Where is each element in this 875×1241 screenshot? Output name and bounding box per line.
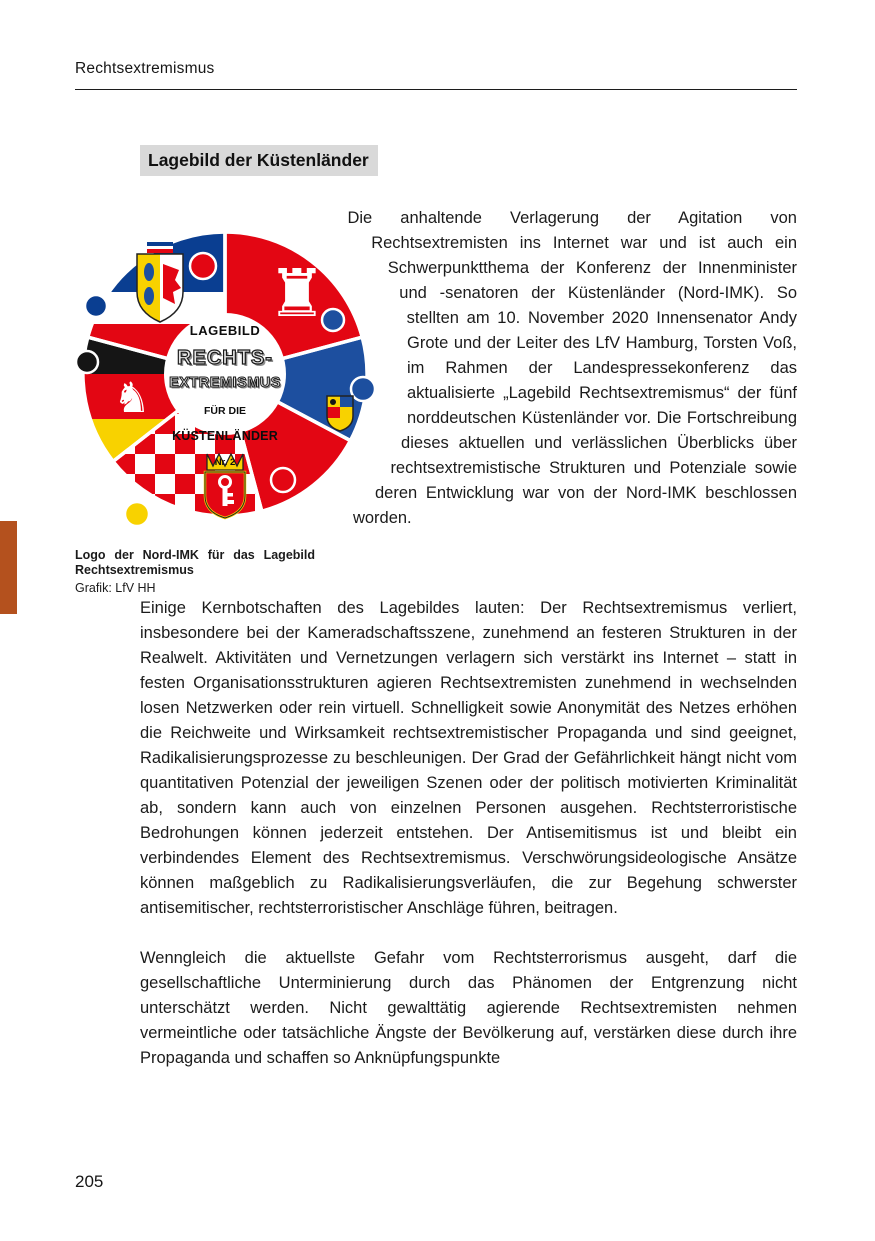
paragraph-lead-text: Die anhaltende Verlagerung der Agitation von Rechtsextremisten ins Internet war und ist auch ein Schwerpunktthema der Konferenz der Innenminister und -senatoren der Küstenländer (Nord-IMK). So stellten am 10. November 2020 Innensenator Andy Grote und der Leiter des LfV Hamburg, Torsten Voß, im Rahmen der Landespressekonferenz das aktualisierte „Lagebild Rechtsextremismus“ der fünf norddeutschen Küstenländer vor. Die Fortschreibung dieses aktuellen und verlässlichen Überblicks über rechtsextremistische Strukturen und Potenziale sowie deren Entwicklung war von der Nord-IMK beschlossen worden. [347, 209, 797, 527]
logo-subtitle-line2: KÜSTENLÄNDER [172, 429, 278, 443]
logo-caption-title: Logo der Nord-IMK für das Lagebild Rechtsextremismus [75, 548, 315, 577]
running-header [75, 60, 797, 90]
nord-imk-logo-graphic [75, 206, 375, 542]
hamburg-castle-icon: ♜ [267, 255, 327, 332]
running-header-text: Rechtsextremismus [75, 60, 215, 77]
schleswig-holstein-coat-of-arms [137, 242, 183, 324]
paragraph-outlook: Wenngleich die aktuellste Gefahr vom Rechtsterrorismus ausgeht, darf die gesellschaftliche Unterminierung durch das Phänomen der Entgrenzung nicht unterschätzt werden. Nicht gewalttätig agierende Rechtsextremisten nehmen vermeintliche oder tatsächliche Ängste der Bevölkerung auf, verstärken diese durch ihre Propaganda und schaffen so Anknüpfungspunkte [140, 949, 797, 1067]
logo-kicker: LAGEBILD [189, 323, 261, 338]
logo-title-line1: RECHTS- [177, 347, 273, 369]
logo-title-line2: EXTREMISMUS [169, 375, 281, 391]
logo-caption-credit: Grafik: LfV HH [75, 581, 156, 595]
section-heading [140, 145, 378, 176]
logo-issue-number: Nr. 2 [214, 457, 236, 468]
paragraph-key-messages: Einige Kernbotschaften des Lagebildes lauten: Der Rechtsextremismus verliert, insbesondere bei der Kameradschaftsszene, zunehmend an festeren Strukturen in der Realwelt. Aktivitäten und Vernetzungen verlagern sich verstärkt ins Internet – statt in festen Organisationsstrukturen agieren Rechtsextremisten zunehmend in wechselnden losen Netzwerken oder rein virtuell. Schnelligkeit sowie Anonymität des Netzes erhöhen die Reichweite und Wirksamkeit rechtsextremistischer Propaganda und sind geeignet, Radikalisierungsprozesse zu beschleunigen. Der Grad der Gefährlichkeit hängt nicht vom quantitativen Potenzial der jeweiligen Szenen oder der politisch motivierten Kriminalität ab, sondern kann auch von einzelnen Personen ausgehen. Rechtsterroristische Bedrohungen können jederzeit entstehen. Der Antisemitismus ist und bleibt ein verbindendes Element des Rechtsextremismus. Verschwörungsideologische Ansätze können maßgeblich zu Radikalisierungsverläufen, die zur Begehung schwerster antisemitischer, rechtsterroristischer Anschläge führen, beitragen. [140, 599, 797, 917]
section-heading-text: Lagebild der Küstenländer [148, 150, 369, 170]
page-number: 205 [75, 1172, 104, 1191]
logo-subtitle-line1: FÜR DIE [204, 405, 246, 417]
niedersachsen-horse-icon: ♞ [113, 373, 151, 422]
mecklenburg-vorpommern-coat-of-arms [327, 396, 353, 432]
nord-imk-logo [75, 206, 375, 542]
paragraph-lead [75, 206, 797, 595]
logo-caption [75, 548, 315, 596]
margin-accent-tab [0, 521, 17, 614]
